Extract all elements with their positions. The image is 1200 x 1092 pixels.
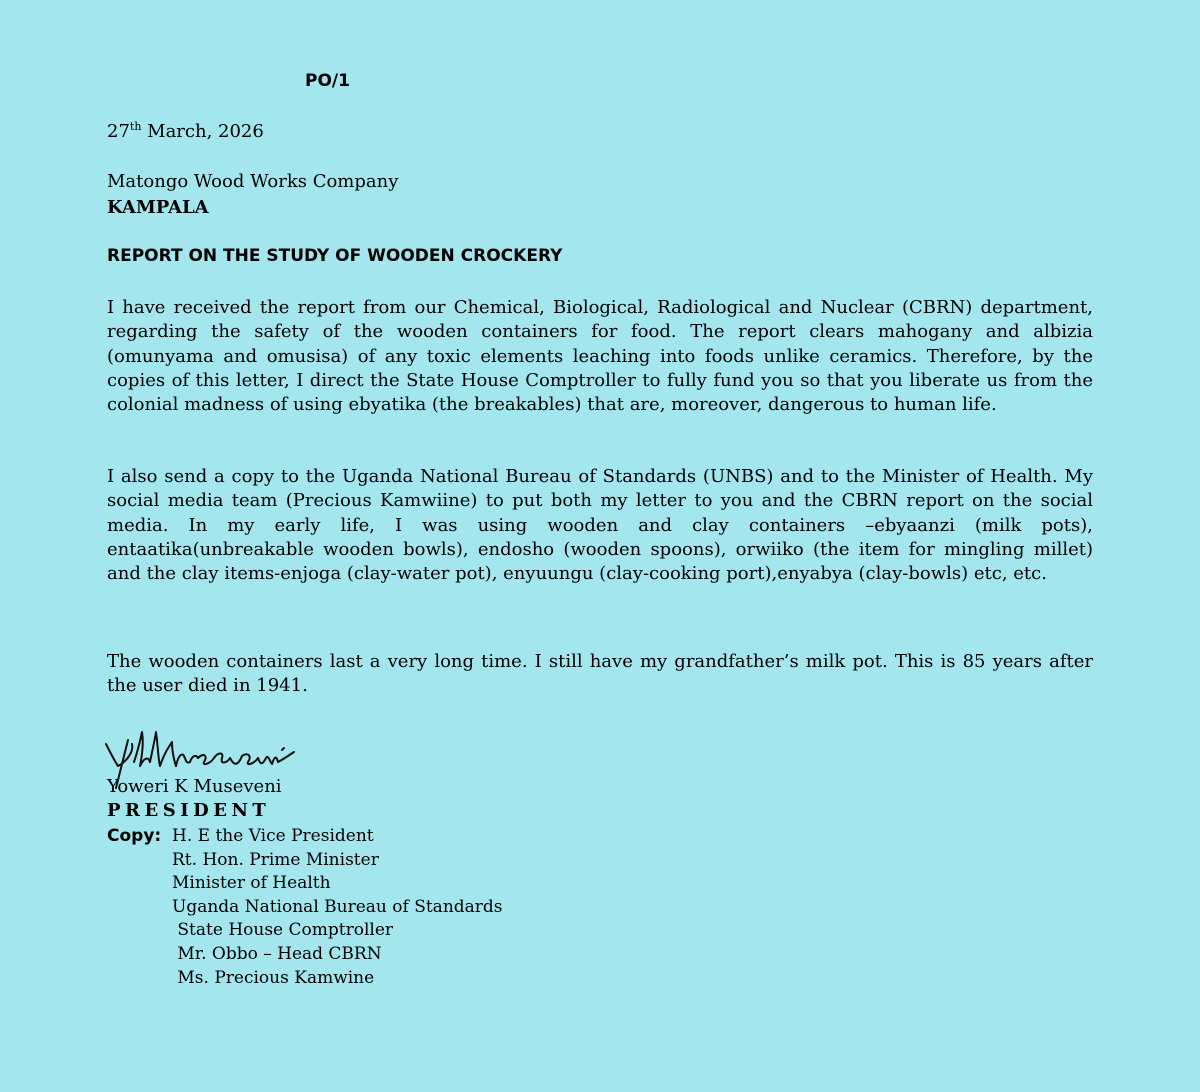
copy-recipient: Mr. Obbo – Head CBRN [172,943,382,964]
letter-date [107,120,264,142]
date-day: 27 [107,121,130,142]
copy-recipient: H. E the Vice President [172,826,374,846]
letter-heading: REPORT ON THE STUDY OF WOODEN CROCKERY [107,246,563,266]
addressee-city: KAMPALA [107,197,209,218]
copy-recipient: Rt. Hon. Prime Minister [172,849,379,870]
copy-recipient: Ms. Precious Kamwine [172,967,375,988]
signatory-title: PRESIDENT [107,800,271,821]
addressee-company: Matongo Wood Works Company [107,171,399,192]
copy-recipient: Uganda National Bureau of Standards [172,896,503,917]
reference-number: PO/1 [305,71,350,91]
body-paragraph-3: The wooden containers last a very long time. I still have my grandfather’s milk pot. This is 85 years after the user died in 1941. [107,651,1093,697]
signatory-name: Yoweri K Museveni [107,776,282,797]
copy-label: Copy: [107,826,162,846]
body-paragraph-1: I have received the report from our Chemical, Biological, Radiological and Nuclear (CBRN) department, regarding the safety of the wooden containers for food. The report clears mahogany and albizia (omunyama and omusisa) of any toxic elements leaching into foods unlike ceramics. Therefore, by the copies of this letter, I direct the State House Comptroller to fully fund you so that you liberate us from the colonial madness of using ebyatika (the breakables) that are, moreover, dangerous to human life. [107,297,1093,416]
copy-recipient: State House Comptroller [172,920,394,941]
body-paragraph-2: I also send a copy to the Uganda National Bureau of Standards (UNBS) and to the Minister of Health. My social media team (Precious Kamwiine) to put both my letter to you and the CBRN report on the social media. In my early life, I was using wooden and clay containers –ebyaanzi (milk pots), entaatika(unbreakable wooden bowls), endosho (wooden spoons), orwiiko (the item for mingling millet) and the clay items-enjoga (clay-water pot), enyuungu (clay-cooking port),enyabya (clay-bowls) etc, etc. [107,466,1093,585]
date-suffix: th [129,120,142,133]
copy-recipients-list [172,825,503,990]
date-rest: March, 2026 [141,121,264,142]
copy-recipient: Minister of Health [172,873,331,894]
